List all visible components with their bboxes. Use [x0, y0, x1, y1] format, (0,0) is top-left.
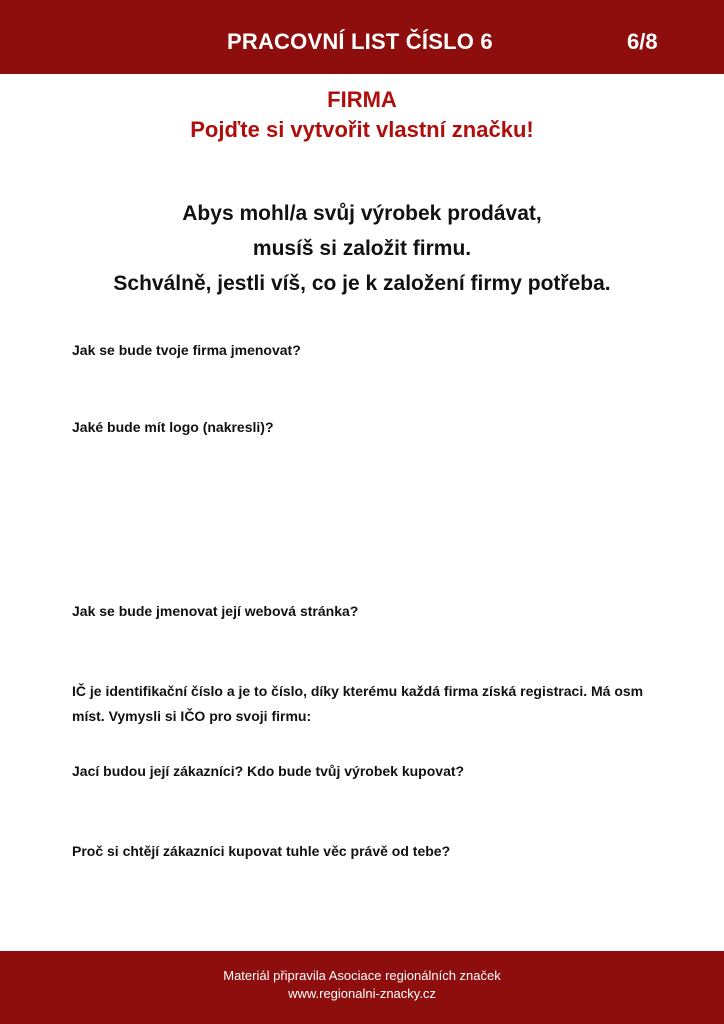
- page-indicator: 6/8: [627, 29, 658, 54]
- footer-bar: [0, 951, 724, 1024]
- section-subtitle: Pojďte si vytvořit vlastní značku!: [190, 117, 534, 142]
- intro-line: musíš si založit firmu.: [252, 237, 472, 260]
- question-website: Jak se bude jmenovat její webová stránka?: [72, 603, 359, 619]
- question-company-name: Jak se bude tvoje firma jmenovat?: [72, 342, 301, 358]
- question-customers: Jací budou její zákazníci? Kdo bude tvůj výrobek kupovat?: [72, 763, 465, 779]
- footer-website-link[interactable]: www.regionalni-znacky.cz: [288, 986, 436, 1001]
- intro-text: [0, 196, 724, 301]
- footer-credit: Materiál připravila Asociace regionálních značek: [223, 968, 501, 983]
- question-ico: IČ je identifikační číslo a je to číslo, díky kterému každá firma získá registraci. Má osm míst. Vymysli si IČO pro svoji firmu:: [72, 683, 644, 724]
- section-title: FIRMA: [327, 87, 397, 112]
- question-logo: Jaké bude mít logo (nakresli)?: [72, 419, 274, 435]
- header-bar: [0, 0, 724, 74]
- intro-line: Schválně, jestli víš, co je k založení firmy potřeba.: [113, 272, 611, 295]
- worksheet-title: PRACOVNÍ LIST ČÍSLO 6: [227, 29, 493, 54]
- intro-line: Abys mohl/a svůj výrobek prodávat,: [182, 202, 542, 225]
- question-why-buy: Proč si chtějí zákazníci kupovat tuhle věc právě od tebe?: [72, 843, 451, 859]
